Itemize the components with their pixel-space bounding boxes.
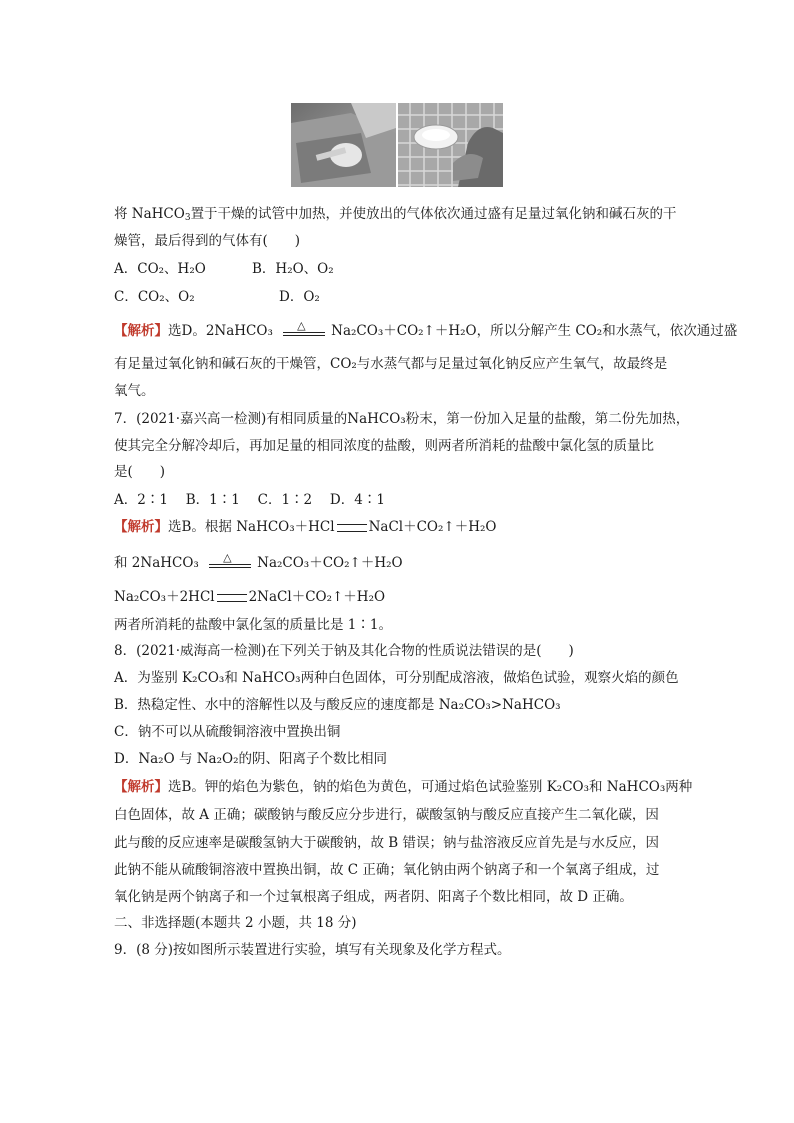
analysis-tag: 【解析】 [114,779,168,795]
q7-analysis-line3: Na₂CO₃＋2HCl 2NaCl＋CO₂↑＋H₂O [114,589,386,605]
q8-analysis-line1: 【解析】选B。钾的焰色为紫色，钠的焰色为黄色，可通过焰色试验鉴别 K₂CO₃和 NaHCO₃两种 [114,779,693,795]
q7-stem-line3: 是( ) [114,464,166,480]
q6-analysis-line3: 氧气。 [114,383,155,399]
q6-analysis-line1: 【解析】选D。2NaHCO₃ △ Na₂CO₃＋CO₂↑＋H₂O，所以分解产生 CO₂和水蒸气，依次通过盛 [114,318,738,339]
heating-arrow-icon: △ [283,323,325,341]
equals-sign-icon [217,594,247,602]
q7-analysis-line1: 【解析】选B。根据 NaHCO₃＋HCl NaCl＋CO₂↑＋H₂O [114,519,497,535]
q8-option-a: A．为鉴别 K₂CO₃和 NaHCO₃两种白色固体，可分别配成溶液，做焰色试验，观察火焰的颜色 [114,670,679,686]
q8-option-b: B．热稳定性、水中的溶解性以及与酸反应的速度都是 Na₂CO₃>NaHCO₃ [114,697,561,713]
q8-analysis-line4: 此钠不能从硫酸铜溶液中置换出铜，故 C 正确；氧化钠由两个钠离子和一个氧离子组成，过 [114,862,660,878]
q8-option-c: C．钠不可以从硫酸铜溶液中置换出铜 [114,724,341,740]
section-heading: 二、非选择题(本题共 2 小题，共 18 分) [114,915,357,931]
q6-stem-line2: 燥管，最后得到的气体有( ) [114,233,301,249]
q7-analysis-line4: 两者所消耗的盐酸中氯化氢的质量比是 1∶1。 [114,617,392,633]
q6-stem-line1: 将 NaHCO$_3$置于干燥的试管中加热，并使放出的气体依次通过盛有足量过氧化钠和碱石灰的干 [114,206,677,223]
baking-soda-package-photo [291,103,396,187]
cup-on-tiles-photo [398,103,503,187]
q6-analysis-line2: 有足量过氧化钠和碱石灰的干燥管，CO₂与水蒸气都与足量过氧化钠反应产生氧气，故最终是 [114,356,668,372]
q7-stem-line2: 使其完全分解冷却后，再加足量的相同浓度的盐酸，则两者所消耗的盐酸中氯化氢的质量比 [114,438,654,454]
q7-options: A．2∶1 B．1∶1 C．1∶2 D．4∶1 [114,492,385,508]
q7-stem-line1: 7．(2021·嘉兴高一检测)有相同质量的NaHCO₃粉末，第一份加入足量的盐酸，第二份先加热， [114,411,690,427]
q9-stem: 9．(8 分)按如图所示装置进行实验，填写有关现象及化学方程式。 [114,942,511,958]
q8-option-d: D．Na₂O 与 Na₂O₂的阴、阳离子个数比相同 [114,751,387,767]
photo-strip [291,103,503,187]
q6-option-b: B．H₂O、O₂ [252,261,334,277]
q6-options-row1 [114,260,334,278]
equals-sign-icon [337,524,367,532]
q6-option-c: C．CO₂、O₂ [114,289,195,305]
heating-arrow-icon: △ [209,555,251,573]
q8-analysis-line5: 氧化钠是两个钠离子和一个过氧根离子组成，两者阴、阳离子个数比相同，故 D 正确。 [114,889,633,905]
analysis-tag: 【解析】 [114,323,168,339]
q8-analysis-line2: 白色固体，故 A 正确；碳酸钠与酸反应分步进行，碳酸氢钠与酸反应直接产生二氧化碳，因 [114,807,659,823]
q8-analysis-line3: 此与酸的反应速率是碳酸氢钠大于碳酸钠，故 B 错误；钠与盐溶液反应首先是与水反应，因 [114,835,660,851]
q6-option-a: A．CO₂、H₂O [114,261,206,277]
analysis-tag: 【解析】 [114,519,168,535]
q8-stem: 8．(2021·威海高一检测)在下列关于钠及其化合物的性质说法错误的是( ) [114,643,574,659]
q6-option-d: D．O₂ [279,289,320,305]
q7-analysis-line2: 和 2NaHCO₃ △ Na₂CO₃＋CO₂↑＋H₂O [114,550,403,571]
q6-options-row2 [114,288,320,306]
